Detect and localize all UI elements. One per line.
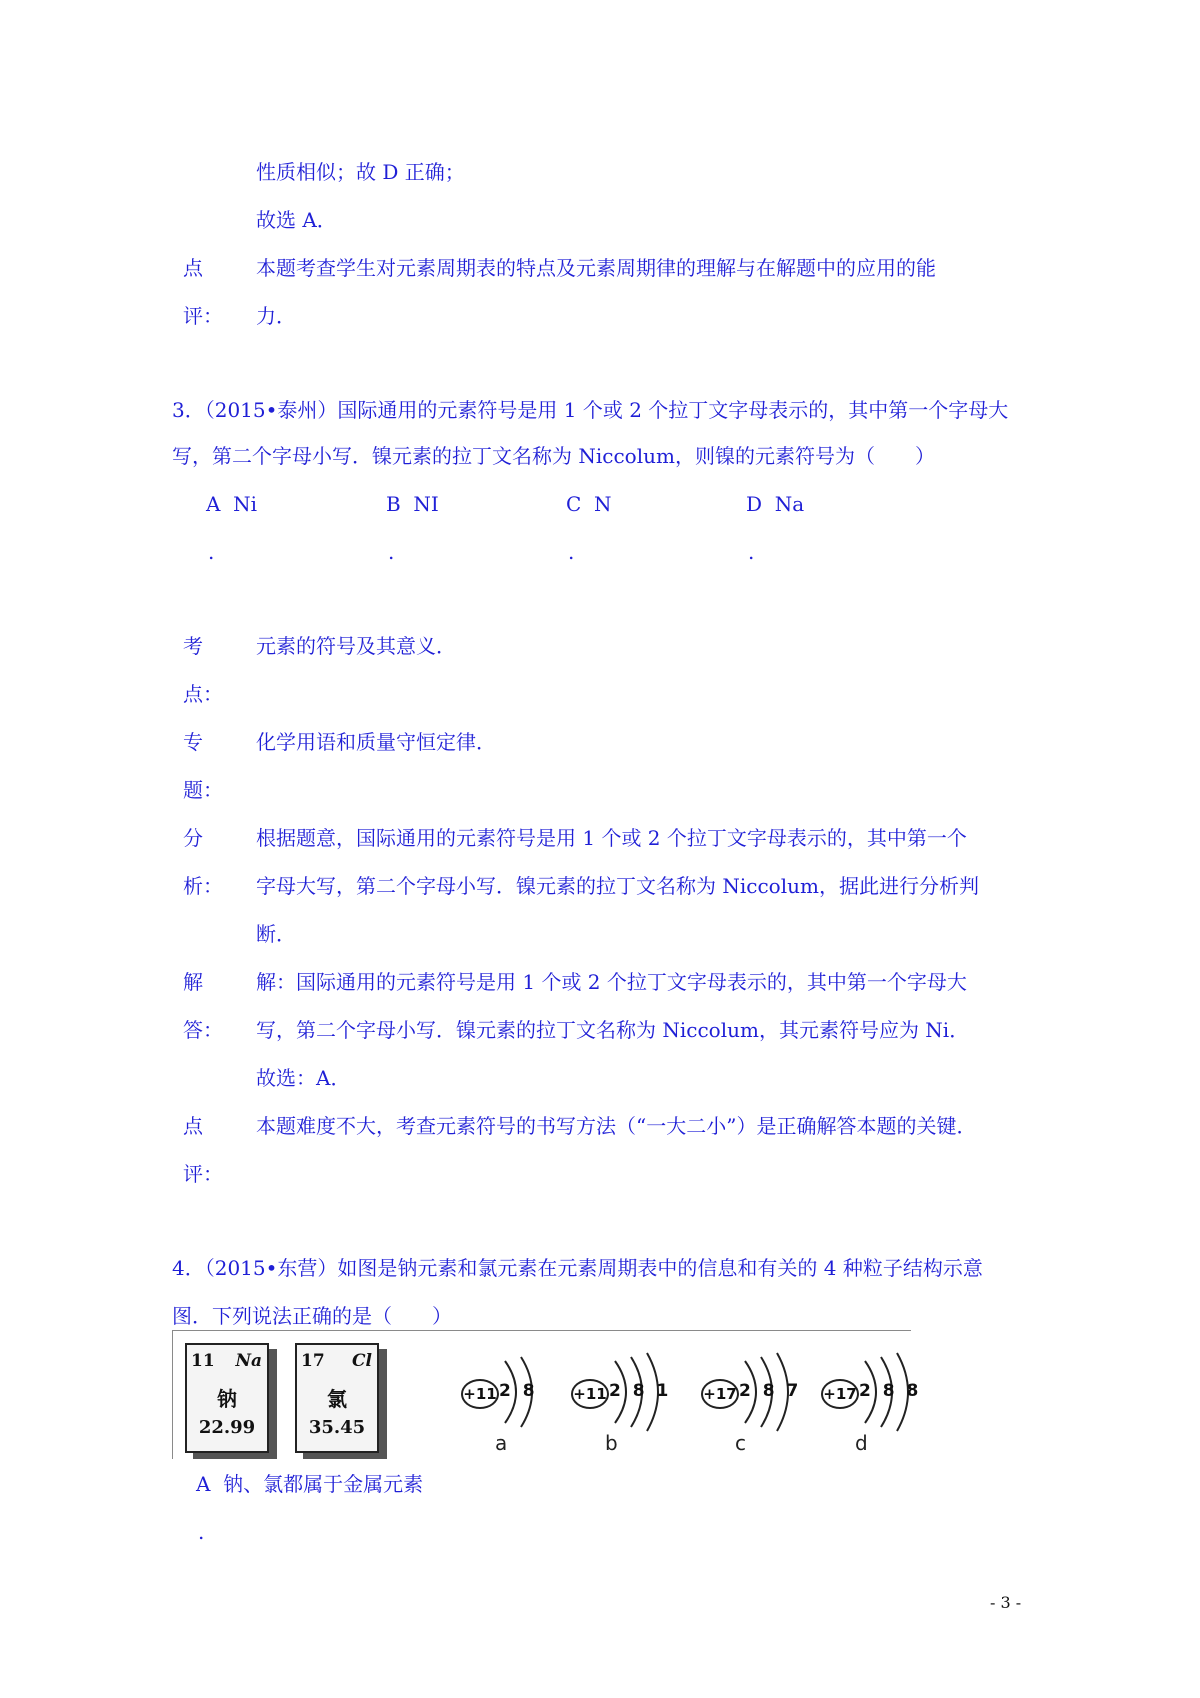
shell-electrons: 2 8 xyxy=(499,1381,538,1401)
element-name: 钠 xyxy=(217,1387,237,1411)
option-dot: . xyxy=(568,540,575,564)
dianping-text: 本题难度不大，考查元素符号的书写方法（“一大二小”）是正确解答本题的关键． xyxy=(256,1114,977,1138)
atomic-number: 11 xyxy=(191,1351,215,1371)
sodium-tile xyxy=(185,1343,269,1453)
shell-electrons: 2 8 8 xyxy=(859,1381,922,1401)
option-text: NI xyxy=(413,492,439,516)
nucleus: +17 xyxy=(701,1379,739,1409)
dianping-label-2: 评： xyxy=(183,1162,223,1186)
prev-answer-line: 性质相似；故 D 正确； xyxy=(256,160,465,184)
prev-answer-choice: 故选 A． xyxy=(256,208,337,232)
jieda-text: 解：国际通用的元素符号是用 1 个或 2 个拉丁文字母表示的，其中第一个字母大 xyxy=(256,970,967,994)
q4-stem: 4．（2015•东营）如图是钠元素和氯元素在元素周期表中的信息和有关的 4 种粒子结构示意 xyxy=(172,1256,983,1280)
q3-option-c[interactable] xyxy=(566,490,612,518)
jieda-label-2: 答： xyxy=(183,1018,223,1042)
kaodian-label: 考 xyxy=(183,634,203,658)
option-letter: A xyxy=(196,1472,211,1496)
zhuanti-label-2: 题： xyxy=(183,778,223,802)
option-text: N xyxy=(594,492,612,516)
page-number: - 3 - xyxy=(990,1593,1022,1612)
nucleus: +17 xyxy=(821,1379,859,1409)
atom-diagram-b xyxy=(563,1331,683,1459)
option-dot: . xyxy=(198,1520,205,1544)
option-text: Na xyxy=(774,492,805,516)
element-symbol: Cl xyxy=(352,1351,372,1371)
kaodian-label-2: 点： xyxy=(183,682,223,706)
shell-electrons: 2 8 7 xyxy=(739,1381,802,1401)
q4-stem-2: 图．下列说法正确的是（ ） xyxy=(172,1304,452,1328)
atomic-mass: 22.99 xyxy=(198,1417,256,1438)
fenxi-text-2: 字母大写，第二个字母小写．镍元素的拉丁文名称为 Niccolum，据此进行分析判 xyxy=(256,874,979,898)
shell-electrons: 2 8 1 xyxy=(609,1381,672,1401)
option-text: Ni xyxy=(233,492,258,516)
kaodian-text: 元素的符号及其意义． xyxy=(256,634,456,658)
element-symbol: Na xyxy=(235,1351,262,1371)
q4-figure xyxy=(172,1330,922,1459)
atom-diagram-a xyxy=(453,1331,573,1459)
jieda-text-3: 故选：A． xyxy=(256,1066,351,1090)
comment-label: 点 xyxy=(183,256,203,280)
q3-stem: 3．（2015•泰州）国际通用的元素符号是用 1 个或 2 个拉丁文字母表示的，其中第一个字母大 xyxy=(172,398,1009,422)
q4-option-a[interactable] xyxy=(196,1470,423,1498)
fenxi-label-2: 析： xyxy=(183,874,223,898)
option-letter: C xyxy=(566,492,582,516)
option-dot: . xyxy=(208,540,215,564)
atomic-mass: 35.45 xyxy=(308,1417,366,1438)
q3-stem-2: 写，第二个字母小写．镍元素的拉丁文名称为 Niccolum，则镍的元素符号为（ ） xyxy=(172,444,935,468)
prev-comment-line: 本题考查学生对元素周期表的特点及元素周期律的理解与在解题中的应用的能 xyxy=(256,256,936,280)
q3-option-b[interactable] xyxy=(386,490,439,518)
option-text: 钠、氯都属于金属元素 xyxy=(223,1472,424,1496)
jieda-label: 解 xyxy=(183,970,203,994)
comment-label-2: 评： xyxy=(183,304,223,328)
q3-option-a[interactable] xyxy=(206,490,257,518)
q3-option-d[interactable] xyxy=(746,490,804,518)
fenxi-text-3: 断． xyxy=(256,922,296,946)
dianping-label: 点 xyxy=(183,1114,203,1138)
diagram-caption: a xyxy=(495,1431,508,1455)
jieda-text-2: 写，第二个字母小写．镍元素的拉丁文名称为 Niccolum，其元素符号应为 Ni． xyxy=(256,1018,970,1042)
option-dot: . xyxy=(388,540,395,564)
option-letter: D xyxy=(746,492,763,516)
diagram-caption: d xyxy=(855,1431,868,1455)
nucleus: +11 xyxy=(461,1379,499,1409)
chlorine-tile xyxy=(295,1343,379,1453)
fenxi-label: 分 xyxy=(183,826,203,850)
diagram-caption: c xyxy=(735,1431,746,1455)
nucleus: +11 xyxy=(571,1379,609,1409)
option-letter: A xyxy=(206,492,221,516)
zhuanti-label: 专 xyxy=(183,730,203,754)
element-name: 氯 xyxy=(327,1387,347,1411)
fenxi-text: 根据题意，国际通用的元素符号是用 1 个或 2 个拉丁文字母表示的，其中第一个 xyxy=(256,826,967,850)
atom-diagram-d xyxy=(813,1331,933,1459)
zhuanti-text: 化学用语和质量守恒定律． xyxy=(256,730,496,754)
prev-comment-line-2: 力． xyxy=(256,304,296,328)
atomic-number: 17 xyxy=(301,1351,325,1371)
option-letter: B xyxy=(386,492,401,516)
atom-diagram-c xyxy=(693,1331,813,1459)
option-dot: . xyxy=(748,540,755,564)
diagram-caption: b xyxy=(605,1431,618,1455)
